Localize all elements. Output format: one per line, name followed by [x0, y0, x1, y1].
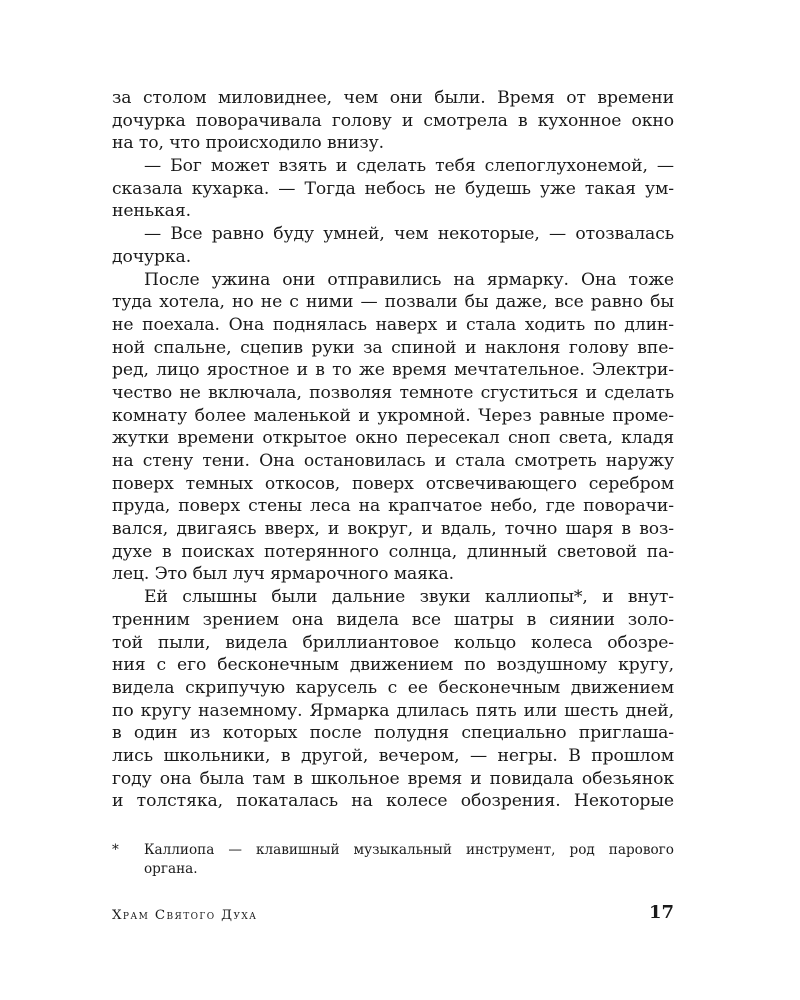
- text-line: туда хотела, но не с ними — позвали бы даже, все равно бы: [112, 292, 674, 313]
- text-line: за столом миловиднее, чем они были. Время от времени: [112, 88, 674, 108]
- text-line: — Все равно буду умней, чем некоторые, — отозвалась: [144, 224, 674, 245]
- text-line: пруда, поверх стены леса на крапчатое небо, где поворачи-: [112, 496, 674, 517]
- text-line: тренним зрением она видела все шатры в сиянии золо-: [112, 609, 674, 630]
- text-line: на то, что происходило внизу.: [112, 133, 384, 154]
- text-line: ной спальне, сцепив руки за спиной и наклоня голову впе-: [112, 337, 674, 358]
- text-line: дочурка.: [112, 246, 192, 267]
- text-line: комнату более маленькой и укромной. Через равные проме-: [112, 405, 674, 426]
- footnote: [112, 841, 674, 878]
- footnote-mark: *: [112, 842, 119, 858]
- text-line: поверх темных откосов, поверх отсвечивающего серебром: [112, 473, 674, 494]
- text-line: по кругу наземному. Ярмарка длилась пять или шесть дней,: [112, 700, 674, 721]
- text-line: в один из которых после полудня специально приглаша-: [112, 723, 674, 744]
- running-head: Храм Святого Духа: [112, 908, 258, 923]
- text-line: дочурка поворачивала голову и смотрела в кухонное окно: [112, 110, 674, 131]
- text-line: сказала кухарка. — Тогда небось не будешь уже такая ум-: [112, 178, 674, 199]
- text-line: не поехала. Она поднялась наверх и стала ходить по длин-: [112, 314, 674, 335]
- page-number: 17: [648, 902, 674, 923]
- text-line: и толстяка, покаталась на колесе обозрения. Некоторые: [112, 791, 674, 812]
- footnote-line-2: органа.: [144, 860, 198, 877]
- text-line: году она была там в школьное время и повидала обезьянок: [112, 768, 674, 789]
- text-line: той пыли, видела бриллиантовое кольцо колеса обозре-: [112, 632, 674, 653]
- text-line: После ужина они отправились на ярмарку. Она тоже: [144, 269, 674, 290]
- text-line: вался, двигаясь вверх, и вокруг, и вдаль, точно шаря в воз-: [112, 519, 674, 540]
- text-line: лец. Это был луч ярмарочного маяка.: [112, 564, 455, 585]
- body-text: [112, 87, 674, 813]
- text-line: ненькая.: [112, 201, 191, 222]
- text-line: видела скрипучую карусель с ее бесконечным движением: [112, 677, 674, 698]
- text-line: — Бог может взять и сделать тебя слепоглухонемой, —: [144, 156, 674, 177]
- text-line: духе в поисках потерянного солнца, длинный световой па-: [112, 541, 674, 562]
- text-line: на стену тени. Она остановилась и стала смотреть наружу: [112, 451, 674, 471]
- text-line: Ей слышны были дальние звуки каллиопы*, и внут-: [144, 587, 674, 608]
- text-line: ния с его бесконечным движением по воздушному кругу,: [112, 655, 674, 676]
- text-line: лись школьники, в другой, вечером, — негры. В прошлом: [112, 745, 674, 766]
- footnote-line-1: Каллиопа — клавишный музыкальный инструмент, род парового: [144, 842, 674, 858]
- text-line: жутки времени открытое окно пересекал сноп света, кладя: [112, 428, 674, 449]
- text-line: чество не включала, позволяя темноте сгуститься и сделать: [112, 382, 674, 403]
- text-line: ред, лицо яростное и в то же время мечтательное. Электри-: [112, 360, 674, 381]
